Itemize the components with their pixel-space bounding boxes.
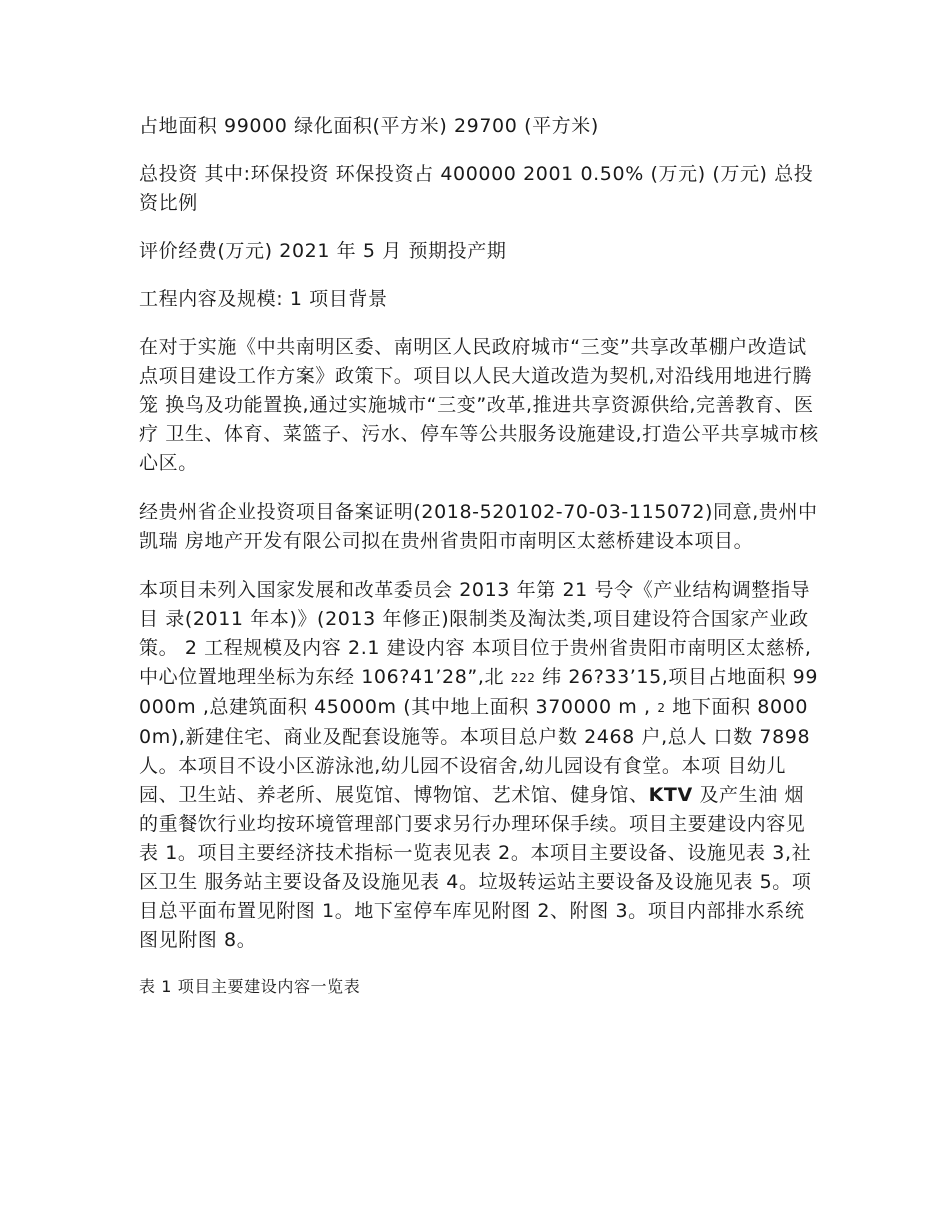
approval-paragraph: 经贵州省企业投资项目备案证明(2018-520102-70-03-115072)同意,贵州中凯瑞 房地产开发有限公司拟在贵州省贵阳市南明区太慈桥建设本项目。 [139, 501, 818, 552]
background-paragraph: 在对于实施《中共南明区委、南明区人民政府城市“三变”共享改革棚户改造试 点项目建设工作方案》政策下。项目以人民大道改造为契机,对沿线用地进行腾笼 换鸟及功能置换,通过实施城市“三变”改革,推进共享资源供给,完善教育、医疗 卫生、体育、菜篮子、污水、停车等公共服务设施建设,打造公平共享城市核心区。 [139, 336, 819, 474]
scope-text-a: 本项目未列入国家发展和改革委员会 2013 年第 21 号令《产业结构调整指导目 录(2011 年本)》(2013 年修正)限制类及淘汰类,项目建设符合国家产业政策。 2 工程规模及内容 2.1 建设内容 本项目位于贵州省贵阳市南明区太慈桥,中心位置地理坐标为东经 106?41’28”,北 [139, 579, 812, 688]
ktv-bold: KTV [648, 784, 693, 806]
scope-paragraph [139, 576, 819, 955]
scope-text-b: 纬 26?33’15,项目占地面积 99000m ,总建筑面积 45000m (其中地上面积 370000 m , [139, 666, 819, 718]
investment-line: 总投资 其中:环保投资 环保投资占 400000 2001 0.50% (万元) (万元) 总投资比例 [139, 163, 814, 214]
superscript-2: 2 [657, 701, 666, 715]
document-page [139, 112, 819, 999]
evaluation-cost-line: 评价经费(万元) 2021 年 5 月 预期投产期 [139, 240, 507, 262]
superscript-222: 222 [510, 671, 536, 685]
scope-text-d: 及产生油 烟的重餐饮行业均按环境管理部门要求另行办理环保手续。项目主要建设内容见表 1。项目主要经济技术指标一览表见表 2。本项目主要设备、设施见表 3,社区卫生 服务站主要设备及设施见表 4。垃圾转运站主要设备及设施见表 5。项目总平面布置见附图 1。地下室停车库见附图 2、附图 3。项目内部排水系统图见附图 8。 [139, 784, 812, 951]
table-caption: 表 1 项目主要建设内容一览表 [139, 977, 361, 996]
section-heading: 工程内容及规模: 1 项目背景 [139, 288, 388, 310]
land-area-line: 占地面积 99000 绿化面积(平方米) 29700 (平方米) [139, 115, 599, 137]
scope-text-c: 地下面积 80000m),新建住宅、商业及配套设施等。本项目总户数 2468 户,总人 口数 7898 人。本项目不设小区游泳池,幼儿园不设宿舍,幼儿园设有食堂。本项 目幼儿园、卫生站、养老所、展览馆、博物馆、艺术馆、健身馆、 [139, 696, 811, 806]
